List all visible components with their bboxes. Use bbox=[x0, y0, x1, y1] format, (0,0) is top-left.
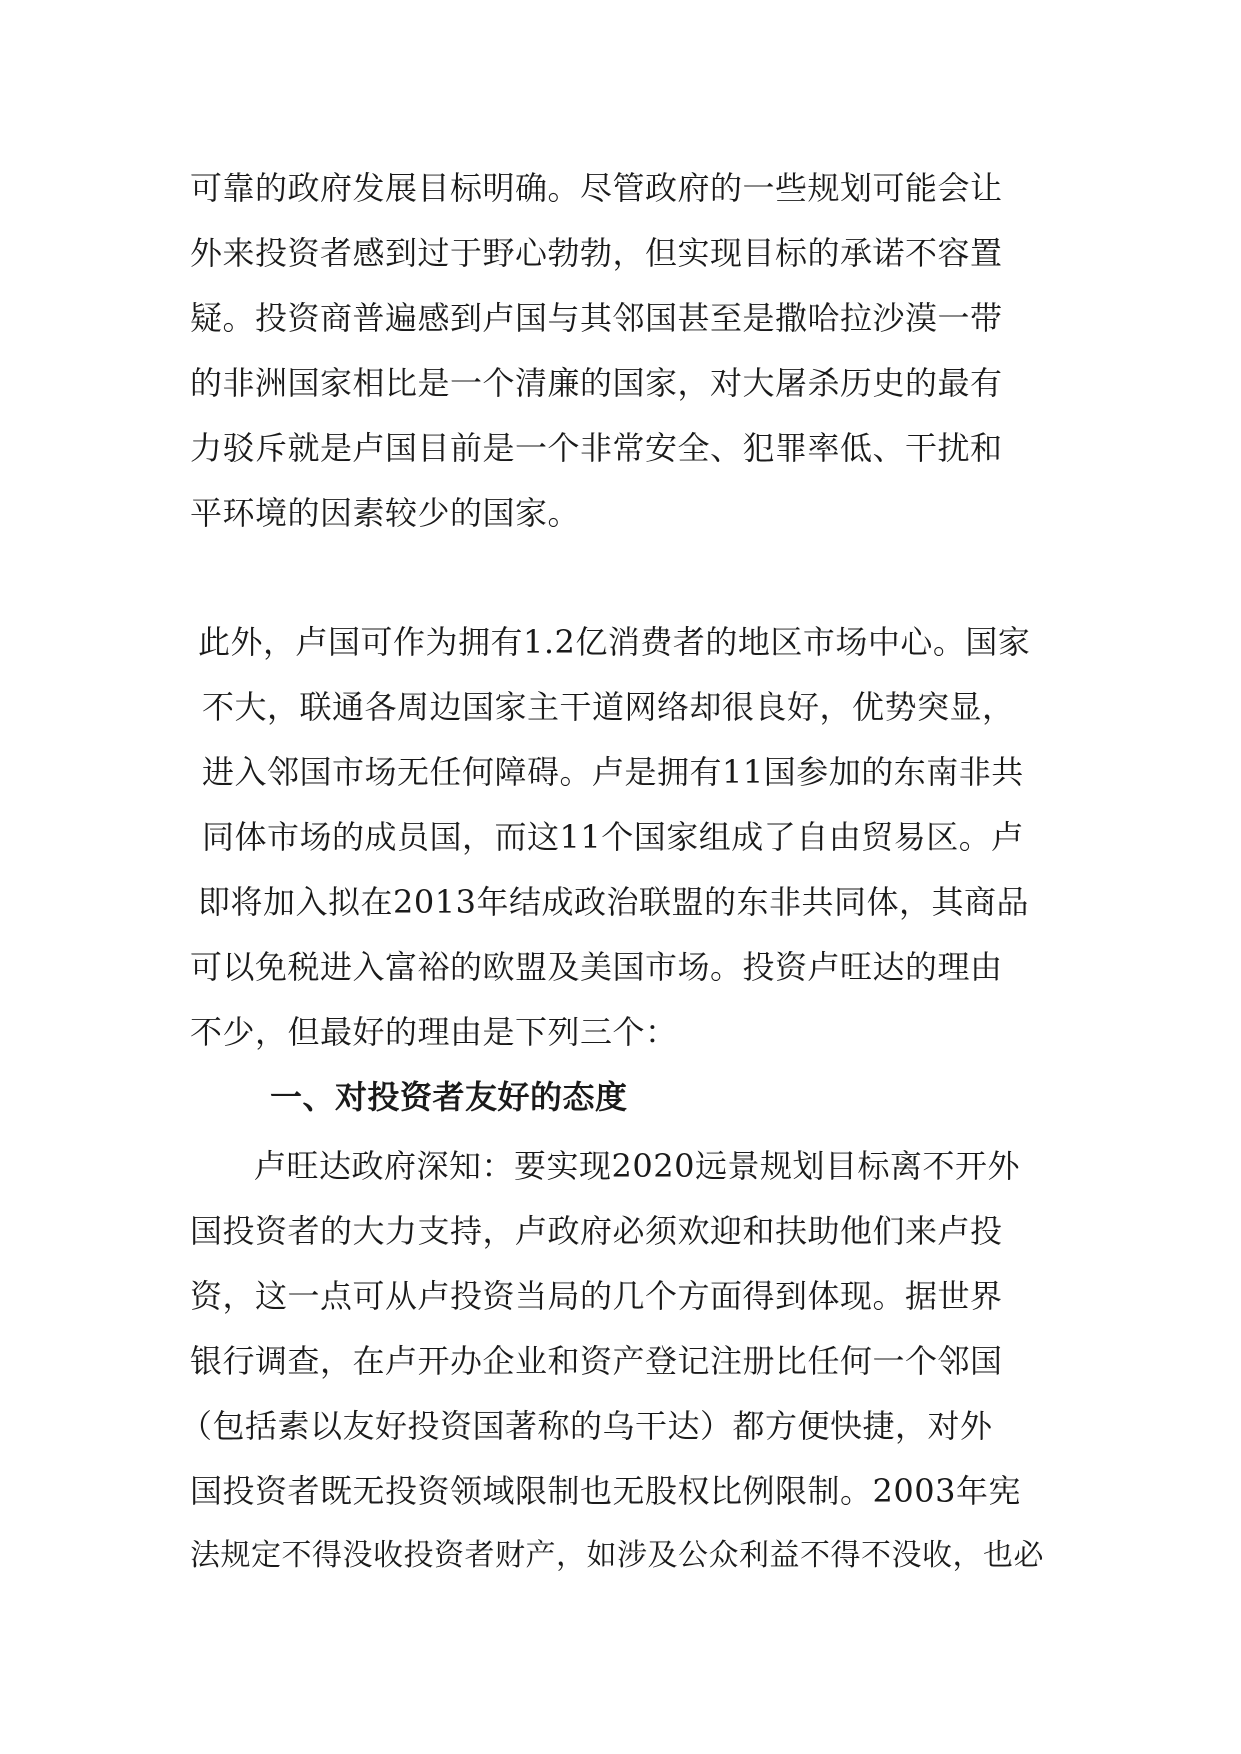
text-line: 不大，联通各周边国家主干道网络却很良好，优势突显， bbox=[202, 688, 1015, 726]
section-heading: 一、对投资者友好的态度 bbox=[270, 1078, 628, 1116]
text-line: 即将加入拟在2013年结成政治联盟的东非共同体，其商品 bbox=[198, 883, 1029, 921]
text-line: （包括素以友好投资国著称的乌干达）都方便快捷，对外 bbox=[180, 1407, 993, 1445]
text-line: 进入邻国市场无任何障碍。卢是拥有11国参加的东南非共 bbox=[202, 753, 1024, 791]
text-line: 外来投资者感到过于野心勃勃，但实现目标的承诺不容置 bbox=[190, 234, 1003, 272]
text-line: 疑。投资商普遍感到卢国与其邻国甚至是撒哈拉沙漠一带 bbox=[190, 299, 1003, 337]
text-line: 的非洲国家相比是一个清廉的国家，对大屠杀历史的最有 bbox=[190, 364, 1003, 402]
text-line: 力驳斥就是卢国目前是一个非常安全、犯罪率低、干扰和 bbox=[190, 429, 1003, 467]
text-line: 可以免税进入富裕的欧盟及美国市场。投资卢旺达的理由 bbox=[190, 948, 1003, 986]
text-line: 不少，但最好的理由是下列三个： bbox=[190, 1013, 678, 1051]
text-line: 国投资者的大力支持，卢政府必须欢迎和扶助他们来卢投 bbox=[190, 1212, 1003, 1250]
text-line: 平环境的因素较少的国家。 bbox=[190, 494, 581, 532]
text-line: 卢旺达政府深知：要实现2020远景规划目标离不开外 bbox=[254, 1147, 1020, 1185]
text-line: 此外，卢国可作为拥有1.2亿消费者的地区市场中心。国家 bbox=[198, 623, 1031, 661]
text-line: 法规定不得没收投资者财产，如涉及公众利益不得不没收，也必 bbox=[190, 1538, 1044, 1573]
text-line: 资，这一点可从卢投资当局的几个方面得到体现。据世界 bbox=[190, 1277, 1003, 1315]
text-line: 银行调查，在卢开办企业和资产登记注册比任何一个邻国 bbox=[190, 1342, 1003, 1380]
text-line: 国投资者既无投资领域限制也无股权比例限制。2003年宪 bbox=[190, 1472, 1021, 1510]
text-line: 同体市场的成员国，而这11个国家组成了自由贸易区。卢 bbox=[202, 818, 1024, 856]
text-line: 可靠的政府发展目标明确。尽管政府的一些规划可能会让 bbox=[190, 169, 1003, 207]
